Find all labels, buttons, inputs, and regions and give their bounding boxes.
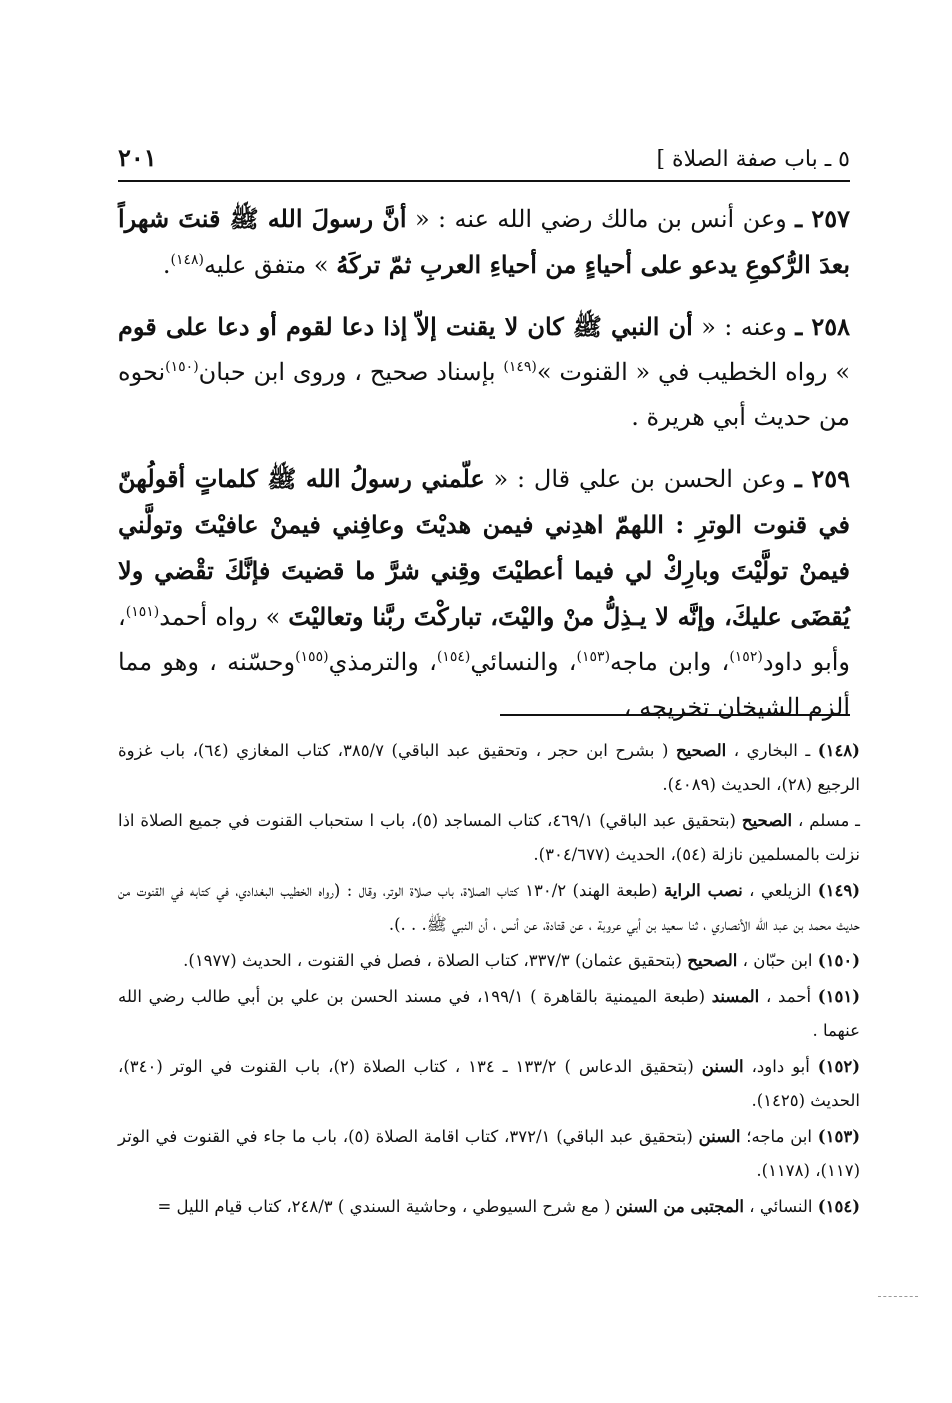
hadith-rest: وحسّنه ، وهو مما ألزم الشيخان تخريجه ، bbox=[118, 648, 850, 721]
hadith-rest: . bbox=[162, 251, 171, 279]
hadith-matn: أن النبي ﷺ كان لا يقنت إلاّ إذا دعا لقوم أو دعا على قوم bbox=[118, 312, 693, 341]
footnote-number: (١٥١) bbox=[817, 987, 860, 1006]
footnote-ref: (١٥٤) bbox=[436, 649, 471, 665]
footnote-148 bbox=[118, 734, 860, 802]
footnote-author: ـ البخاري ، bbox=[733, 741, 811, 760]
footnote-text: (طبعة الميمنية بالقاهرة ) ١٩٩/١، في مسند الحسن بن علي بن أبي طالب رضي الله عنهما . bbox=[118, 987, 860, 1040]
footnote-150 bbox=[118, 944, 860, 978]
footnote-number: (١٤٨) bbox=[817, 741, 860, 760]
footnote-ref: (١٤٨) bbox=[170, 252, 205, 268]
footnote-number: (١٥٤) bbox=[817, 1197, 860, 1216]
chapter-title: ٥ ـ باب صفة الصلاة ] bbox=[656, 147, 850, 172]
footnote-text: ( مع شرح السيوطي ، وحاشية السندي ) ٢٤٨/٣، كتاب قيام الليل = bbox=[157, 1197, 611, 1216]
hadith-number: ٢٥٧ ـ bbox=[795, 204, 850, 233]
footnotes bbox=[118, 734, 860, 1226]
footnote-ref: (١٥٠) bbox=[165, 359, 199, 375]
footnote-author: ابن حبّان ، bbox=[742, 951, 813, 970]
footnote-source: الصحيح bbox=[687, 951, 738, 970]
footnote-author: الزيلعي ، bbox=[749, 881, 812, 900]
footnote-ref: (١٥١) bbox=[125, 604, 160, 620]
footnote-ref: (١٥٣) bbox=[576, 649, 611, 665]
footnote-number: (١٥٠) bbox=[817, 951, 860, 970]
footnote-author: النسائي ، bbox=[749, 1197, 813, 1216]
hadith-rest: نحوه من حديث أبي هريرة . bbox=[118, 358, 850, 431]
footnote-author: ـ مسلم ، bbox=[798, 811, 861, 830]
footnote-number: (١٥٢) bbox=[817, 1057, 860, 1076]
hadith-source: ، وأبو داود bbox=[118, 603, 851, 676]
hadith-number: ٢٥٨ ـ bbox=[795, 312, 850, 341]
footnote-ref: (١٥٥) bbox=[295, 649, 329, 665]
footnote-154 bbox=[118, 1190, 860, 1224]
hadith-number: ٢٥٩ ـ bbox=[794, 464, 850, 493]
hadith-intro: وعنه : « bbox=[701, 313, 787, 341]
footnote-text: ( بشرح ابن حجر ، وتحقيق عبد الباقي) ٣٨٥/٧، كتاب المغازي (٦٤)، باب غزوة الرجيع (٢٨)، الحديث (٤٠٨٩). bbox=[118, 741, 860, 794]
main-text bbox=[118, 196, 850, 746]
hadith-258 bbox=[118, 304, 850, 440]
footnote-text: (بتحقيق عبد الباقي) ٣٧٢/١، كتاب اقامة الصلاة (٥)، باب ما جاء في القنوت في الوتر (١١٧)، (١١٧٨). bbox=[118, 1127, 860, 1180]
footnote-source: السنن bbox=[698, 1127, 741, 1146]
hadith-source: ، وابن ماجه bbox=[610, 648, 730, 676]
footnote-ref: (١٥٢) bbox=[729, 649, 763, 665]
footnote-text: (طبعة الهند) ١٣٠/٢ كتاب الصلاة، باب صلاة الوتر، وقال : (رواه الخطيب البغدادي، في كتابه في القنوت من حديث محمد بن عبد الله الأنصاري ، ثنا سعيد بن أبي عروبة ، عن قتادة، عن أنس ، أن النبي ﷺ. . .). bbox=[118, 881, 860, 934]
hadith-source: ، والنسائي bbox=[470, 648, 577, 676]
hadith-source: ، والترمذي bbox=[328, 648, 437, 676]
footnote-number: (١٤٩) bbox=[817, 881, 860, 900]
footnote-source: الصحيح bbox=[676, 741, 727, 760]
footnote-source: الصحيح bbox=[741, 811, 793, 830]
hadith-matn: أنَّ رسولَ الله ﷺ قنتَ شهراً بعدَ الرُّكوعِ يدعو على أحياءٍ من أحياءِ العربِ ثمّ تركَهُ bbox=[118, 204, 850, 279]
footnote-source: المجتبى من السنن bbox=[615, 1197, 745, 1216]
hadith-257 bbox=[118, 196, 850, 288]
footnote-number: (١٥٣) bbox=[817, 1127, 860, 1146]
footnote-author: أحمد ، bbox=[766, 987, 812, 1006]
hadith-intro: وعن أنس بن مالك رضي الله عنه : « bbox=[414, 205, 787, 233]
hadith-source: » متفق عليه bbox=[204, 251, 329, 279]
hadith-intro: وعن الحسن بن علي قال : « bbox=[493, 465, 786, 493]
footnote-separator bbox=[500, 714, 850, 716]
continuation-mark bbox=[878, 1296, 918, 1297]
footnote-text: (بتحقيق عبد الباقي) ٤٦٩/١، كتاب المساجد (٥)، باب ا ستحباب القنوت في جميع الصلاة اذا نزلت بالمسلمين نازلة (٥٤)، الحديث (٣٠٤/٦٧٧). bbox=[118, 811, 860, 864]
hadith-matn: علّمني رسولُ الله ﷺ كلماتٍ أقولُهنّ في قنوت الوترِ : اللهمّ اهدِني فيمن هديْتَ وعافِني فيمنْ عافيْتَ وتولَّني فيمنْ تولَّيْتَ وبارِكْ لي فيما أعطيْتَ وقِني شرَّ ما قضيتَ فإنَّكَ تقْضي ولا يُقضَى عليكَ، وإنَّه لا يـذِلُّ منْ واليْتَ، تباركْتَ ربَّنا وتعاليْتَ bbox=[118, 464, 850, 631]
footnote-source: السنن bbox=[701, 1057, 744, 1076]
hadith-source: بإسناد صحيح ، وروى ابن حبان bbox=[198, 358, 496, 386]
footnote-text: (بتحقيق عثمان) ٣٣٧/٣، كتاب الصلاة ، فصل في القنوت ، الحديث (١٩٧٧). bbox=[183, 951, 682, 970]
footnote-text: (بتحقيق الدعاس ) ١٣٣/٢ ـ ١٣٤ ، كتاب الصلاة (٢)، باب القنوت في الوتر (٣٤٠)، الحديث (١٤٢٥). bbox=[118, 1057, 860, 1110]
footnote-ref: (١٤٩) bbox=[503, 359, 537, 375]
hadith-source: » رواه الخطيب في « القنوت » bbox=[536, 358, 850, 386]
footnote-149 bbox=[118, 874, 860, 942]
footnote-148b bbox=[118, 804, 860, 872]
hadith-259 bbox=[118, 456, 850, 730]
page-number: ٢٠١ bbox=[118, 143, 157, 172]
footnote-151 bbox=[118, 980, 860, 1048]
footnote-source: المسند bbox=[711, 987, 760, 1006]
footnote-152 bbox=[118, 1050, 860, 1118]
hadith-source: » رواه أحمد bbox=[159, 603, 281, 631]
footnote-153 bbox=[118, 1120, 860, 1188]
footnote-source: نصب الراية bbox=[664, 881, 743, 900]
footnote-author: أبو داود، bbox=[751, 1057, 810, 1076]
page-header bbox=[118, 130, 850, 182]
footnote-author: ابن ماجه؛ bbox=[746, 1127, 812, 1146]
